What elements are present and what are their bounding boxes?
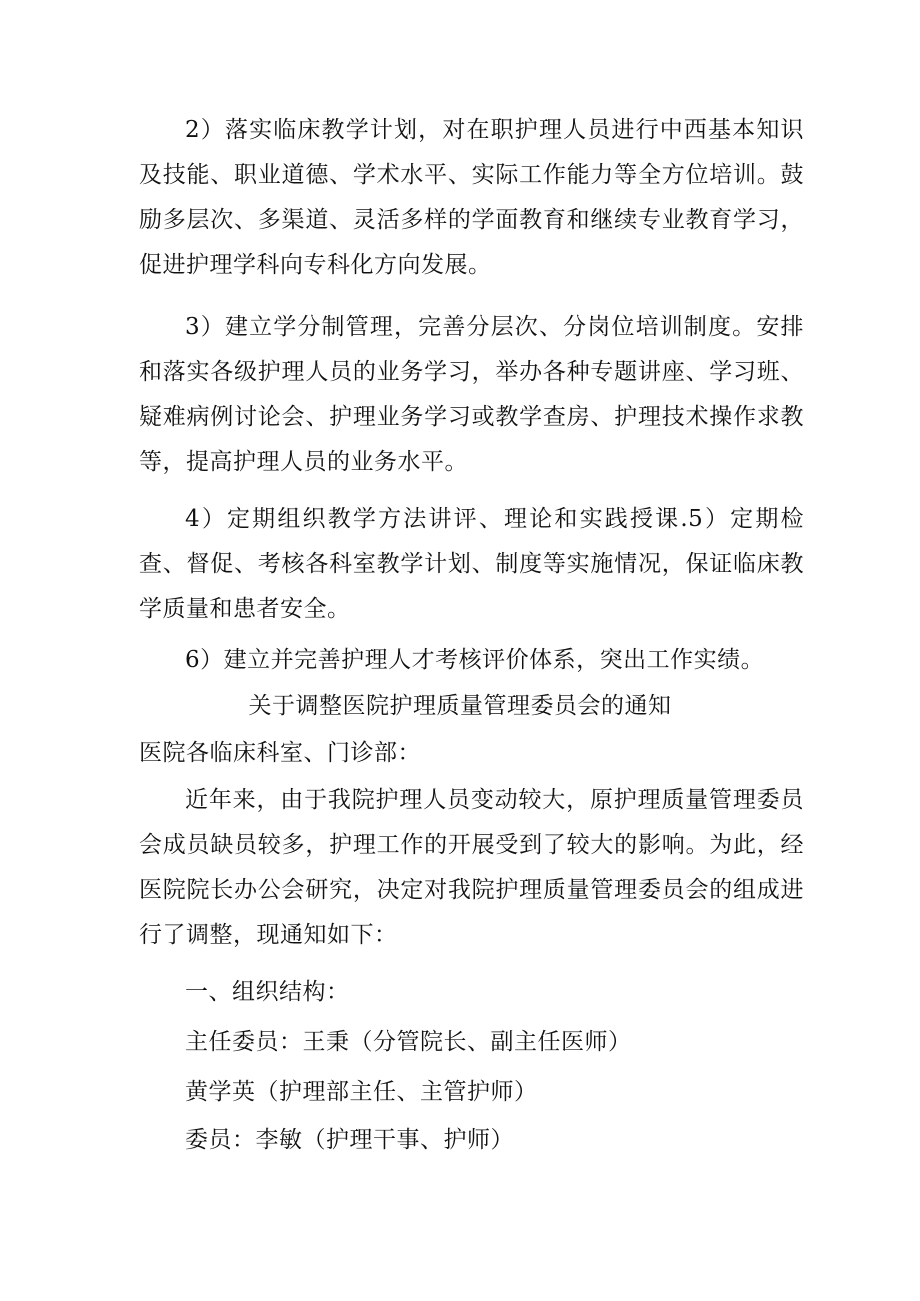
- member-line: 委员：李敏（护理干事、护师）: [185, 1127, 514, 1153]
- notice-body: 近年来，由于我院护理人员变动较大，原护理质量管理委员会成员缺员较多，护理工作的开展受到了较大的影响。为此，经医院院长办公会研究，决定对我院护理质量管理委员会的组成进行了调整，现通知如下：: [139, 787, 804, 948]
- director-line: 主任委员：王秉（分管院长、副主任医师）: [185, 1029, 632, 1055]
- salutation: 医院各临床科室、门诊部：: [139, 740, 421, 766]
- paragraph-item-4: 4）定期组织教学方法讲评、理论和实践授课.5）定期检查、督促、考核各科室教学计划、制度等实施情况，保证临床教学质量和患者安全。: [139, 506, 804, 622]
- notice-title: 关于调整医院护理质量管理委员会的通知: [248, 693, 672, 719]
- section-heading: 一、组织结构：: [185, 979, 350, 1005]
- paragraph-item-6: 6）建立并完善护理人才考核评价体系，突出工作实绩。: [185, 647, 765, 673]
- deputy-line: 黄学英（护理部主任、主管护师）: [185, 1079, 538, 1105]
- paragraph-item-2: 2）落实临床教学计划，对在职护理人员进行中西基本知识及技能、职业道德、学术水平、实际工作能力等全方位培训。鼓励多层次、多渠道、灵活多样的学面教育和继续专业教育学习，促进护理学科向专科化方向发展。: [139, 117, 804, 278]
- paragraph-item-3: 3）建立学分制管理，完善分层次、分岗位培训制度。安排和落实各级护理人员的业务学习，举办各种专题讲座、学习班、疑难病例讨论会、护理业务学习或教学查房、护理技术操作求教等，提高护理人员的业务水平。: [139, 314, 804, 475]
